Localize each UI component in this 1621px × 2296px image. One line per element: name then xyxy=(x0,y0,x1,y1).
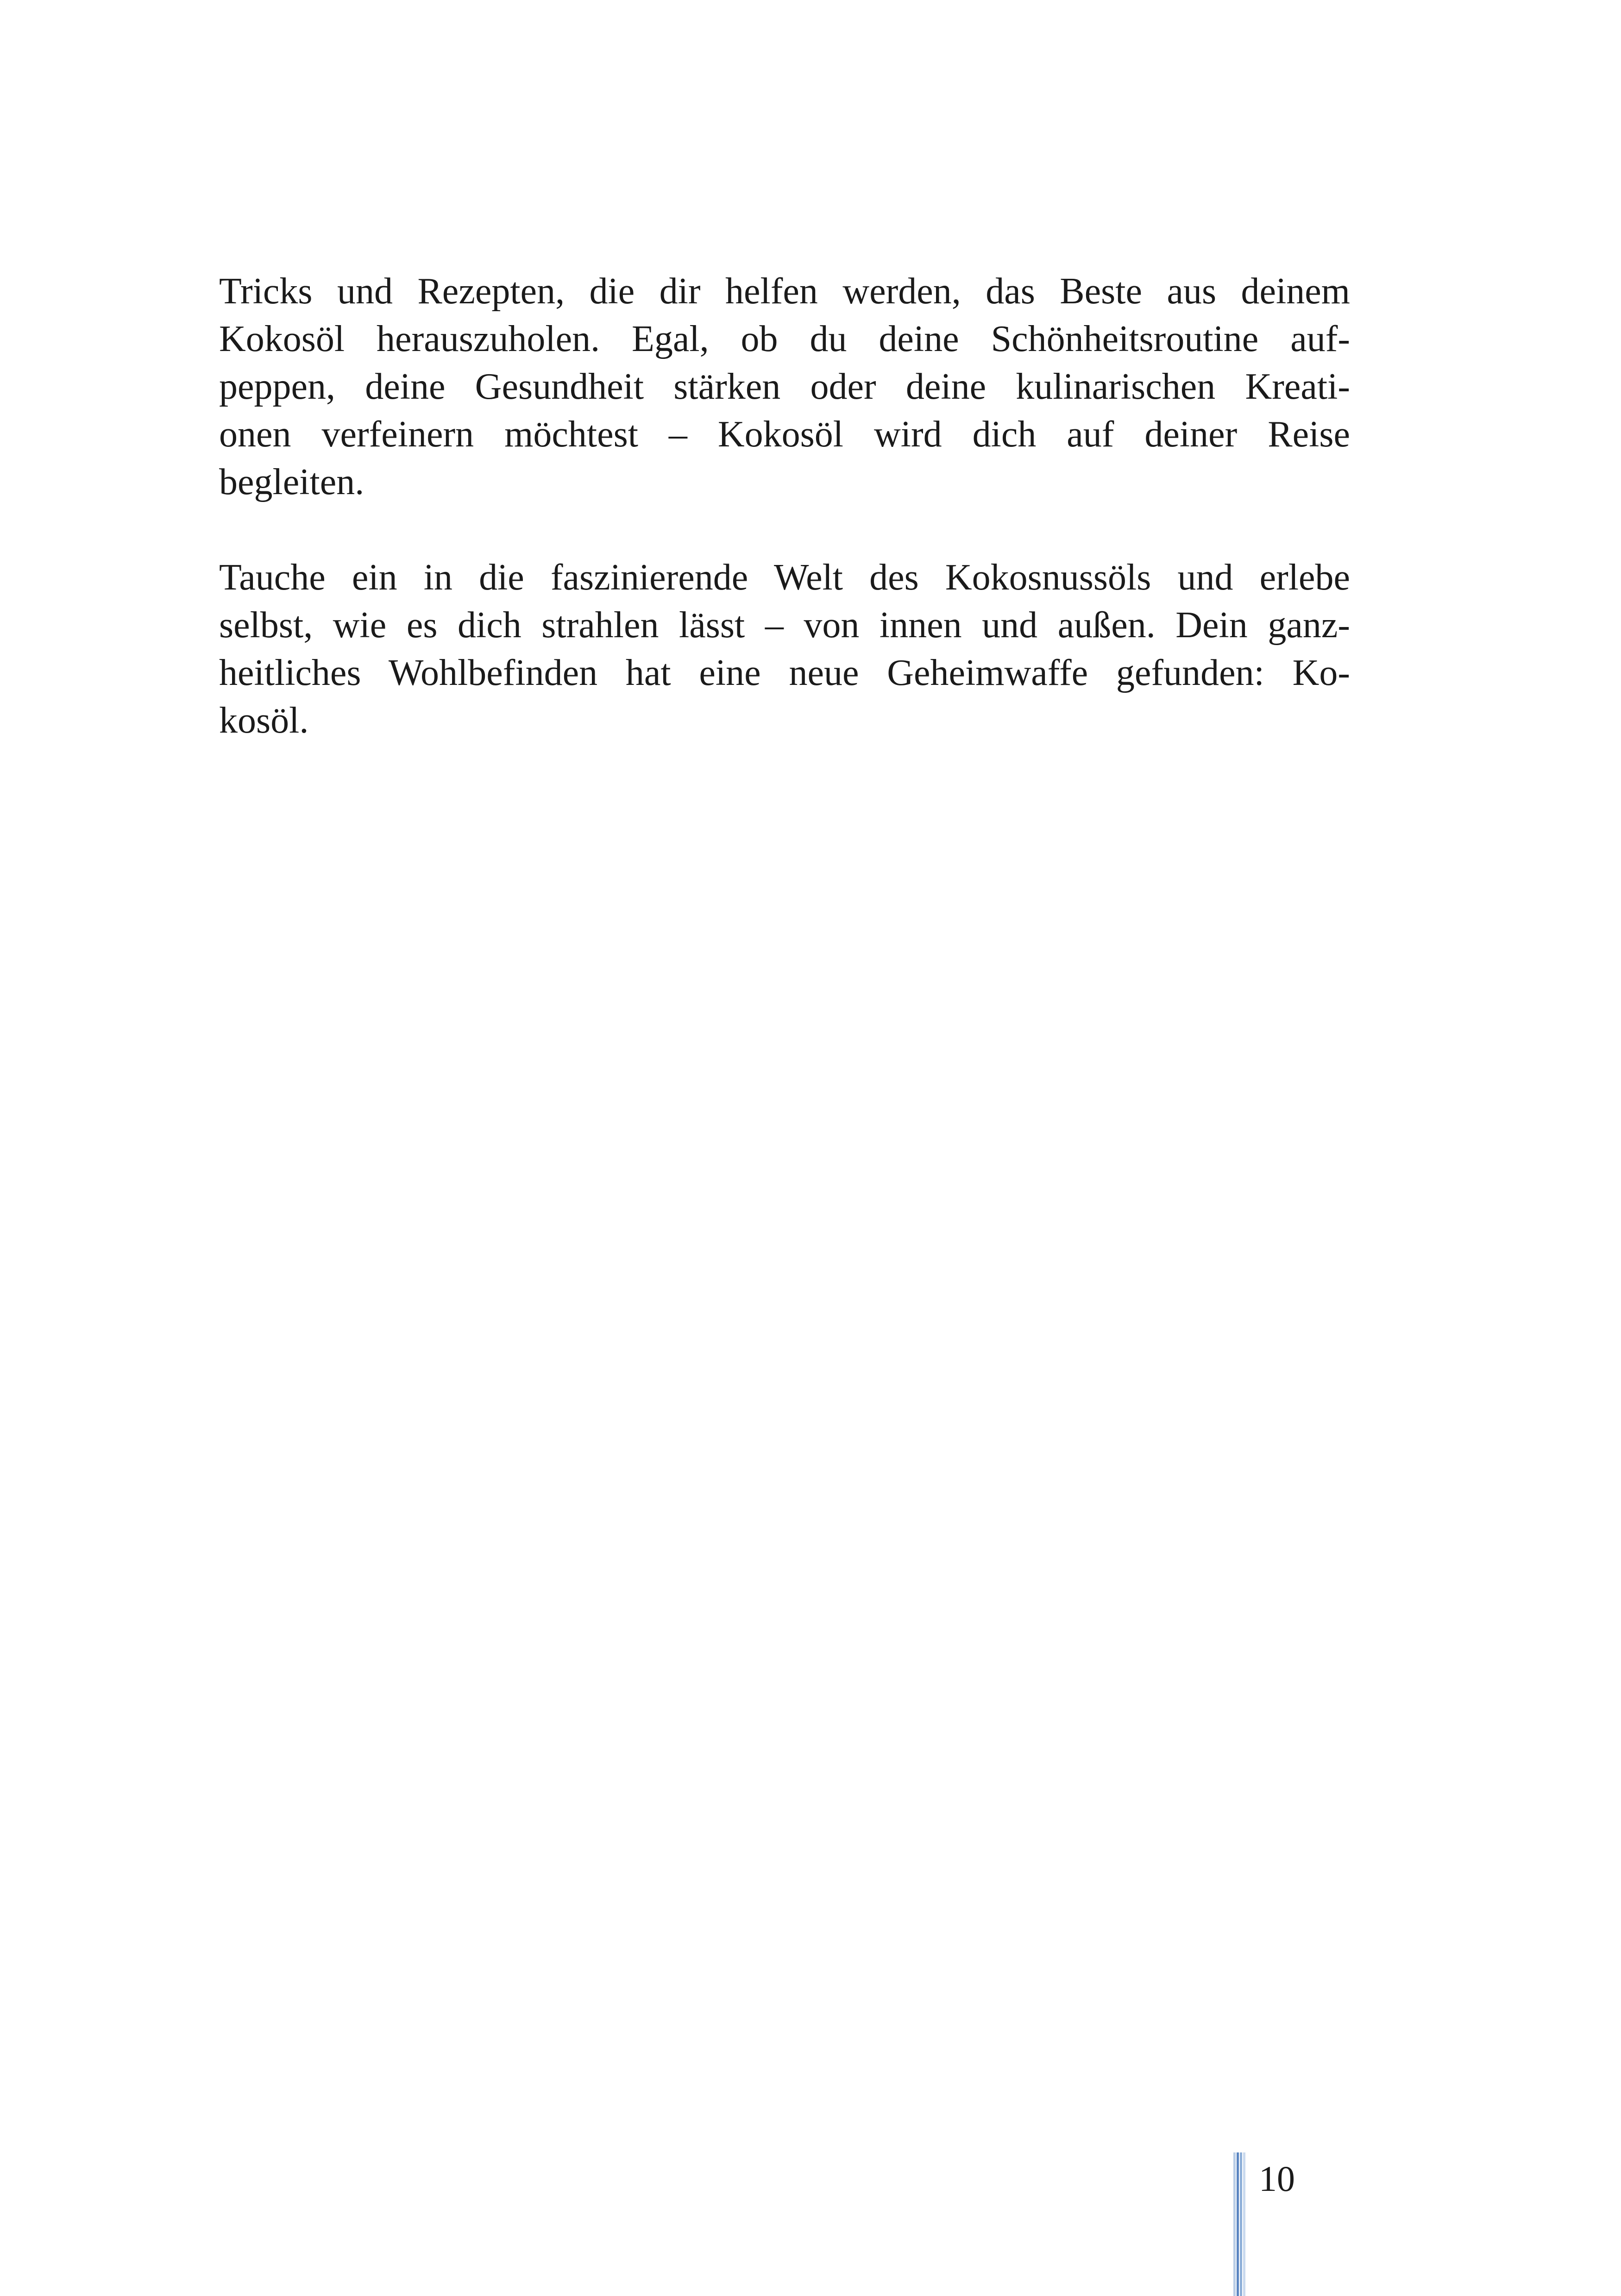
rule-stripe xyxy=(1243,2152,1245,2296)
text-line: kosöl. xyxy=(219,700,309,741)
text-line: begleiten. xyxy=(219,462,364,502)
page-number: 10 xyxy=(1259,2158,1295,2199)
page-number-rule xyxy=(1233,2152,1245,2296)
text-line: Kokosöl herauszuholen. Egal, ob du deine Schönheitsroutine auf- xyxy=(219,319,1350,359)
text-line: Tauche ein in die faszinierende Welt des Kokosnussöls und erlebe xyxy=(219,557,1350,598)
rule-stripe xyxy=(1240,2152,1242,2296)
text-line: peppen, deine Gesundheit stärken oder deine kulinarischen Kreati- xyxy=(219,366,1350,407)
body-text xyxy=(219,268,1350,745)
text-line: Tricks und Rezepten, die dir helfen werden, das Beste aus deinem xyxy=(219,271,1350,312)
text-line: selbst, wie es dich strahlen lässt – von innen und außen. Dein ganz- xyxy=(219,605,1350,646)
rule-stripe xyxy=(1233,2152,1236,2296)
paragraph-2 xyxy=(219,554,1350,745)
text-line: onen verfeinern möchtest – Kokosöl wird dich auf deiner Reise xyxy=(219,414,1350,455)
rule-stripe xyxy=(1237,2152,1239,2296)
text-line: heitliches Wohlbefinden hat eine neue Geheimwaffe gefunden: Ko- xyxy=(219,652,1350,693)
paragraph-1 xyxy=(219,268,1350,506)
